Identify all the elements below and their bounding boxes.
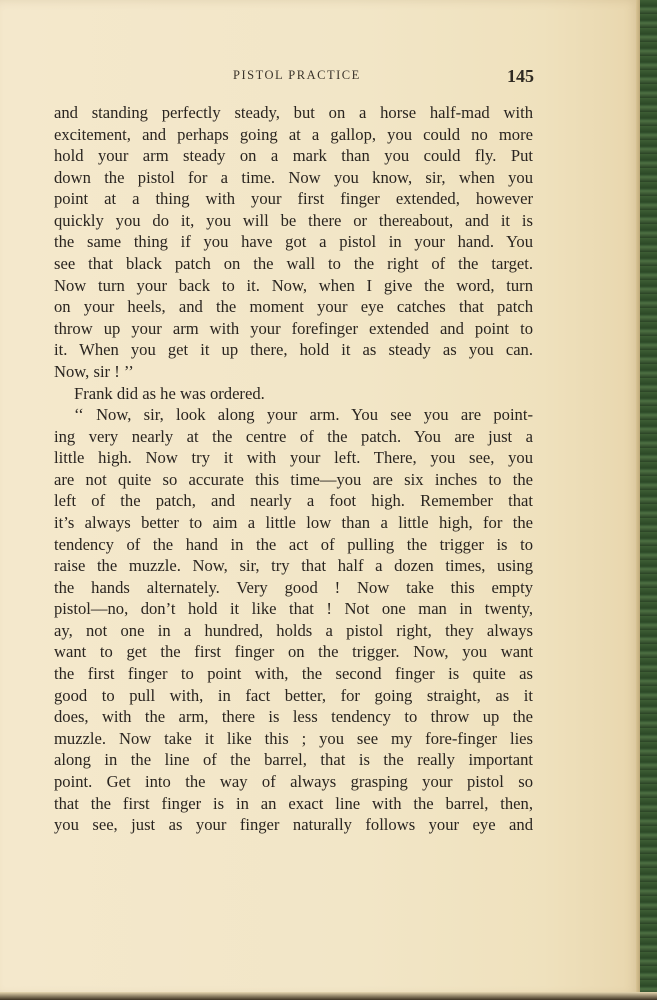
text-line: hold your arm steady on a mark than you could fly. Put: [54, 146, 533, 166]
text-line: and standing perfectly steady, but on a horse half-mad with: [54, 103, 533, 122]
text-line: ay, not one in a hundred, holds a pistol right, they always: [54, 620, 533, 640]
text-line: the same thing if you have got a pistol in your hand. You: [54, 232, 533, 252]
text-line: you see, just as your finger naturally follows your eye and: [54, 815, 533, 835]
text-line: quickly you do it, you will be there or thereabout, and it is: [54, 210, 533, 230]
text-line: down the pistol for a time. Now you know, sir, when you: [54, 167, 533, 187]
text-line: muzzle. Now take it like this ; you see my fore-finger lies: [54, 728, 533, 748]
text-line: does, with the arm, there is less tendency to throw up the: [54, 707, 533, 727]
text-line: tendency of the hand in the act of pulling the trigger is to: [54, 534, 533, 554]
text-line: ing very nearly at the centre of the patch. You are just a: [54, 426, 533, 446]
text-line: throw up your arm with your forefinger extended and point to: [54, 318, 533, 338]
body-text: [54, 102, 533, 836]
text-line: little high. Now try it with your left. There, you see, you: [54, 448, 533, 468]
text-line: that the first finger is in an exact line with the barrel, then,: [54, 793, 533, 813]
text-line: Now, sir ! ’’: [54, 361, 134, 381]
text-line: pistol—no, don’t hold it like that ! Not one man in twenty,: [54, 599, 533, 619]
text-line: ‘‘ Now, sir, look along your arm. You see you are point-: [74, 405, 533, 425]
text-line: point. Get into the way of always grasping your pistol so: [54, 771, 533, 791]
text-line: the first finger to point with, the second finger is quite as: [54, 664, 533, 684]
book-binding: [640, 0, 657, 1000]
text-line: excitement, and perhaps going at a gallop, you could no more: [54, 124, 533, 144]
text-line: raise the muzzle. Now, sir, try that half a dozen times, using: [54, 556, 533, 576]
text-line: see that black patch on the wall to the right of the target.: [54, 254, 533, 274]
text-line: Frank did as he was ordered.: [74, 383, 265, 403]
running-head: [54, 68, 534, 86]
text-line: along in the line of the barrel, that is the really important: [54, 750, 533, 770]
text-line: Now turn your back to it. Now, when I give the word, turn: [54, 275, 533, 295]
page-number: 145: [507, 66, 534, 86]
text-line: are not quite so accurate this time—you are six inches to the: [54, 469, 533, 489]
text-line: it’s always better to aim a little low than a little high, for the: [54, 512, 533, 532]
text-line: it. When you get it up there, hold it as steady as you can.: [54, 340, 533, 360]
text-line: on your heels, and the moment your eye catches that patch: [54, 297, 533, 317]
text-line: point at a thing with your first finger extended, however: [54, 189, 533, 209]
running-title: PISTOL PRACTICE: [233, 68, 361, 82]
text-line: the hands alternately. Very good ! Now take this empty: [54, 577, 533, 597]
text-line: good to pull with, in fact better, for going straight, as it: [54, 685, 533, 705]
page-bottom-edge: [0, 992, 657, 1000]
text-line: want to get the first finger on the trigger. Now, you want: [54, 642, 533, 662]
text-line: left of the patch, and nearly a foot high. Remember that: [54, 491, 533, 511]
